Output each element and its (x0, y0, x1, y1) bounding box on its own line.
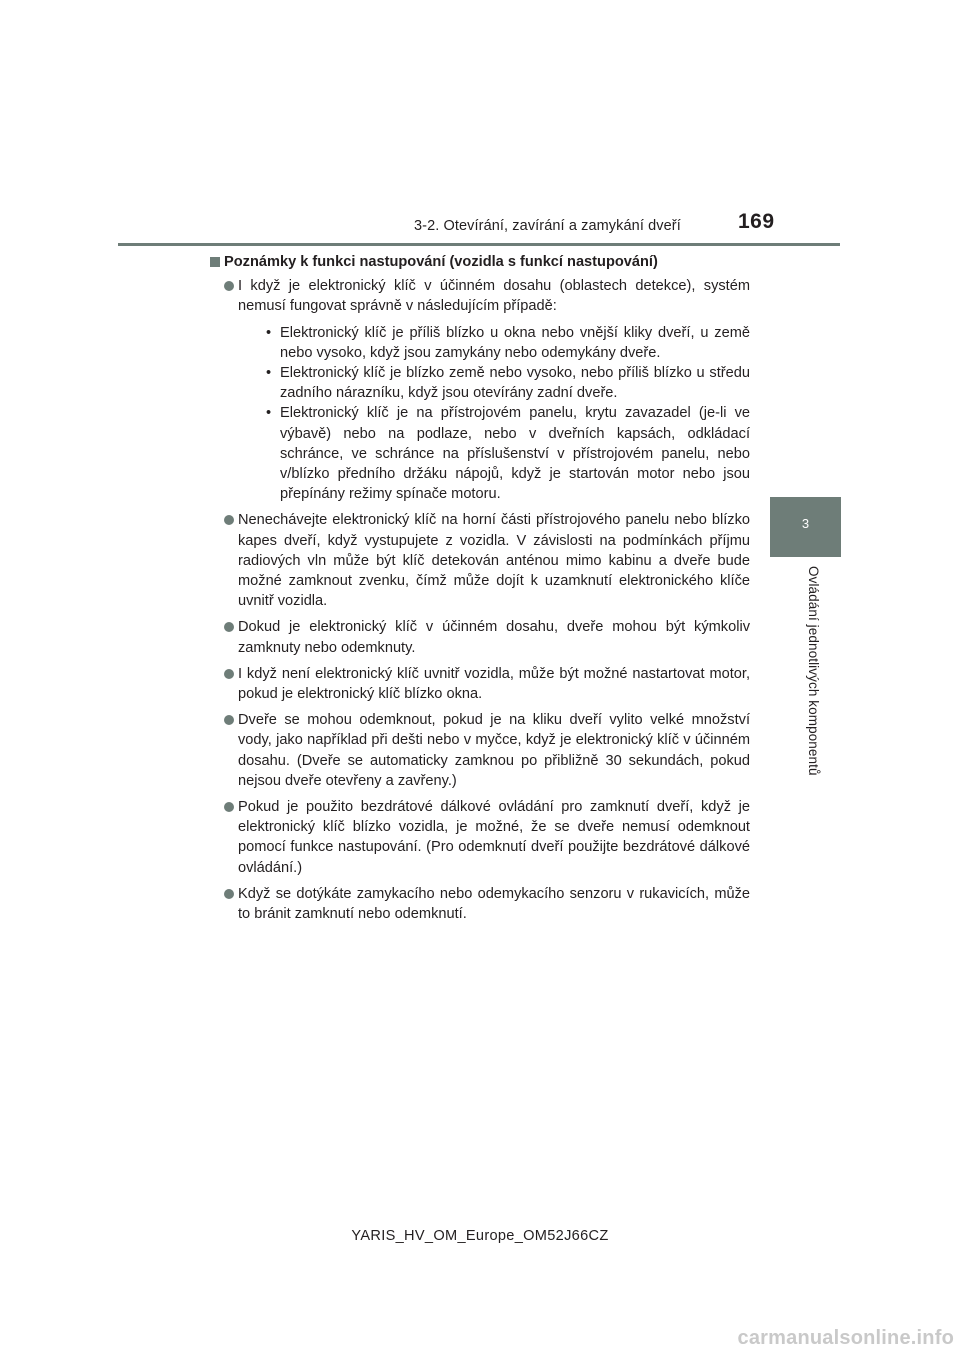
note-item (210, 664, 750, 704)
note-item (210, 884, 750, 924)
sub-list (238, 323, 750, 505)
page-content (210, 252, 750, 930)
section-heading (210, 252, 750, 272)
dot-bullet-icon: • (266, 324, 272, 341)
watermark: carmanualsonline.info (737, 1327, 954, 1349)
note-item (210, 797, 750, 878)
section-heading-text: Poznámky k funkci nastupování (vozidla s funkcí nastupování) (224, 254, 658, 270)
sub-list-item-text: Elektronický klíč je příliš blízko u okna nebo vnější kliky dveří, u země nebo vysoko, když jsou zamykány nebo odemykány dveře. (280, 324, 750, 361)
note-item (210, 276, 750, 504)
sub-list-item (266, 363, 750, 403)
chapter-tab-label: Ovládání jednotlivých komponentů (806, 566, 821, 776)
round-bullet-icon (224, 715, 234, 725)
note-item-text: I když je elektronický klíč v účinném dosahu (oblastech detekce), systém nemusí fungovat správně v následujícím případě: (238, 278, 750, 315)
round-bullet-icon (224, 889, 234, 899)
note-item-text: Nenechávejte elektronický klíč na horní části přístrojového panelu nebo blízko kapes dveří, když vystupujete z vozidla. V závislosti na podmínkách příjmu radiových vln může být klíč detekován anténou mimo kabinu a dveře bude možné zamknout zvenku, čímž může dojít k uzamknutí elektronického klíče uvnitř vozidla. (238, 512, 750, 610)
header-divider (118, 243, 840, 246)
chapter-tab (770, 497, 841, 557)
dot-bullet-icon: • (266, 405, 272, 422)
round-bullet-icon (224, 515, 234, 525)
round-bullet-icon (224, 669, 234, 679)
page-number: 169 (738, 210, 775, 233)
sub-list-item-text: Elektronický klíč je blízko země nebo vysoko, nebo příliš blízko u středu zadního nárazníku, když jsou otevírány zadní dveře. (280, 365, 750, 402)
round-bullet-icon (224, 622, 234, 632)
sub-list-item (266, 403, 750, 504)
note-item (210, 510, 750, 611)
round-bullet-icon (224, 281, 234, 291)
note-item-text: I když není elektronický klíč uvnitř vozidla, může být možné nastartovat motor, pokud je elektronický klíč blízko okna. (238, 665, 750, 703)
round-bullet-icon (224, 802, 234, 812)
note-item-text: Když se dotýkáte zamykacího nebo odemykacího senzoru v rukavicích, může to bránit zamknutí nebo odemknutí. (238, 885, 750, 923)
note-item (210, 617, 750, 657)
square-bullet-icon (210, 257, 220, 267)
sub-list-item-text: Elektronický klíč je na přístrojovém panelu, krytu zavazadel (je-li ve výbavě) nebo na podlaze, nebo v dveřních kapsách, odkládací schránce, ve schránce na příslušenství v přístrojovém panelu, nebo v/blízko předního držáku nápojů, když je startován motor nebo jsou přepínány režimy spínače motoru. (280, 405, 750, 503)
note-item-text: Pokud je použito bezdrátové dálkové ovládání pro zamknutí dveří, když je elektronický klíč blízko vozidla, je možné, že se dveře nemusí odemknout pomocí funkce nastupování. (Pro odemknutí dveří použijte bezdrátové dálkové ovládání.) (238, 799, 750, 876)
note-item (210, 710, 750, 791)
note-item-text: Dokud je elektronický klíč v účinném dosahu, dveře mohou být kýmkoliv zamknuty nebo odemknuty. (238, 619, 750, 656)
document-code: YARIS_HV_OM_Europe_OM52J66CZ (351, 1228, 609, 1244)
running-header-section: 3-2. Otevírání, zavírání a zamykání dveří (414, 218, 681, 234)
sub-list-item (266, 323, 750, 363)
note-item-text: Dveře se mohou odemknout, pokud je na kliku dveří vylito velké množství vody, jako například při dešti nebo v myčce, když je elektronický klíč v účinném dosahu. (Dveře se automaticky zamknou po přibližně 30 sekundách, pokud nejsou dveře otevřeny a zavřeny.) (238, 712, 750, 789)
dot-bullet-icon: • (266, 365, 272, 382)
chapter-tab-number: 3 (801, 516, 810, 531)
